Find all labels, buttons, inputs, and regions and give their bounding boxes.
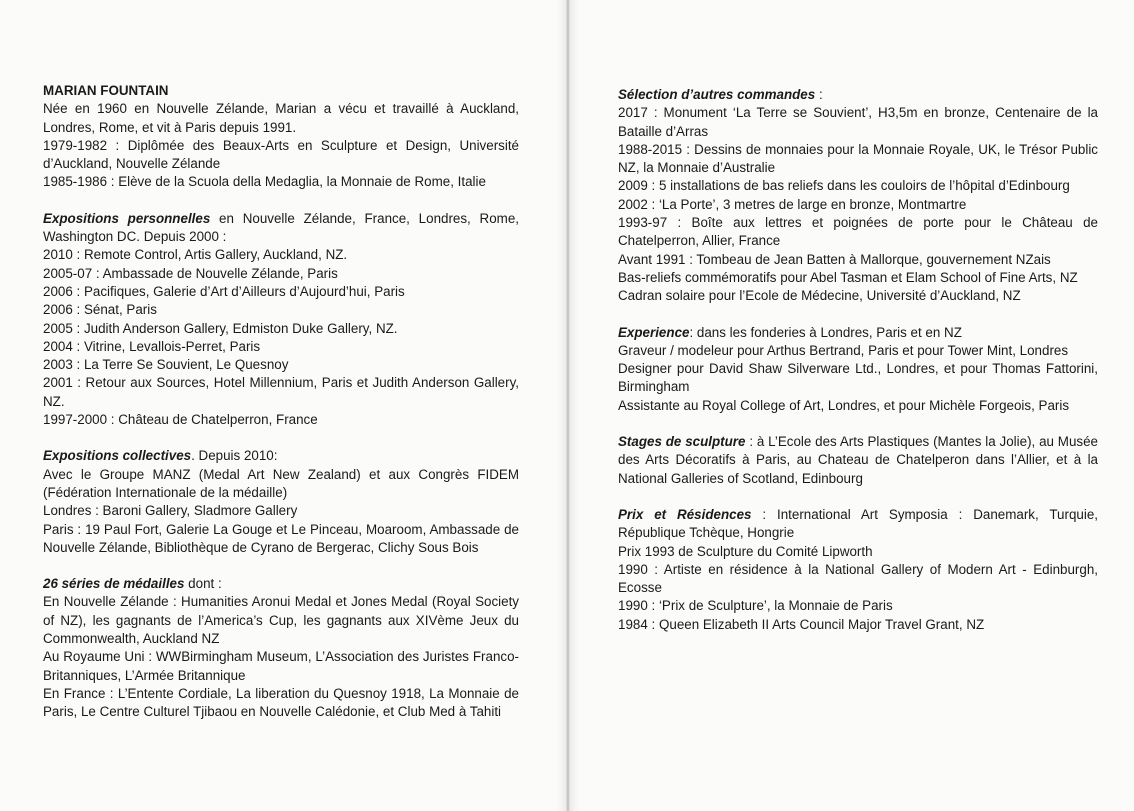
section-intro-text: : International Art Symposia : Danemark, Turquie, République Tchèque, Hongrie <box>618 506 1098 541</box>
section-intro-text: en Nouvelle Zélande, France, Londres, Rome, Washington DC. Depuis 2000 : <box>43 210 519 245</box>
section-heading: Prix et Résidences <box>618 506 752 522</box>
section-intro-text: . Depuis 2010: <box>191 448 278 464</box>
list-item: 2006 : Pacifiques, Galerie d’Art d’Ailleurs d’Aujourd’hui, Paris <box>43 283 405 299</box>
list-item: 2002 : ‘La Porte’, 3 metres de large en bronze, Montmartre <box>618 196 967 212</box>
list-item: 1993-97 : Boîte aux lettres et poignées de porte pour le Château de Chatelperron, Allier, France <box>618 215 1098 249</box>
section-intro-text: : <box>815 87 823 102</box>
section-intro <box>618 86 1098 104</box>
workshops-section <box>618 433 1098 488</box>
list-item: En France : L’Entente Cordiale, La liberation du Quesnoy 1918, La Monnaie de Paris, Le Centre Culturel Tjibaou en Nouvelle Calédonie, et Club Med à Tahiti <box>43 685 519 720</box>
list-item: 1984 : Queen Elizabeth II Arts Council Major Travel Grant, NZ <box>618 616 985 632</box>
right-column <box>618 86 1098 652</box>
list-item: 2003 : La Terre Se Souvient, Le Quesnoy <box>43 357 289 373</box>
list-item: 2017 : Monument ‘La Terre se Souvient’, H3,5m en bronze, Centenaire de la Bataille d’Arras <box>618 105 1098 139</box>
bio-line: 1979-1982 : Diplômée des Beaux-Arts en Sculpture et Design, Université d’Auckland, Nouvelle Zélande <box>43 137 519 172</box>
bio-line: 1985-1986 : Elève de la Scuola della Medaglia, la Monnaie de Rome, Italie <box>43 174 486 190</box>
section-heading: Expositions collectives <box>43 448 192 464</box>
medals-section <box>43 575 519 721</box>
list-item: Graveur / modeleur pour Arthus Bertrand, Paris et pour Tower Mint, Londres <box>618 342 1069 358</box>
section-intro-text: : à L’Ecole des Arts Plastiques (Mantes la Jolie), au Musée des Arts Décoratifs à Paris, au Chateau de Chatelperon dans l’Allier, et à la National Galleries of Scotland, Edinbourg <box>618 434 1098 486</box>
list-item: 2006 : Sénat, Paris <box>43 302 157 318</box>
list-item: Londres : Baroni Gallery, Sladmore Gallery <box>43 503 298 519</box>
list-item: 2005-07 : Ambassade de Nouvelle Zélande, Paris <box>43 265 338 281</box>
list-item: En Nouvelle Zélande : Humanities Aronui Medal et Jones Medal (Royal Society of NZ), les gagnants de l’America’s Cup, les gagnants aux XIVème Jeux du Commonwealth, Auckland NZ <box>43 594 519 647</box>
experience-section <box>618 324 1098 415</box>
page-gutter <box>557 0 579 811</box>
section-intro <box>618 324 1098 342</box>
section-intro <box>43 447 519 465</box>
left-column <box>43 82 519 740</box>
artist-name: MARIAN FOUNTAIN <box>43 83 169 98</box>
group-exhibitions-section <box>43 447 519 557</box>
section-intro-text: dont : <box>184 576 222 592</box>
list-item: Au Royaume Uni : WWBirmingham Museum, L’Association des Juristes Franco-Britanniques, L’Armée Britannique <box>43 649 519 683</box>
list-item: Designer pour David Shaw Silverware Ltd., Londres, et pour Thomas Fattorini, Birmingham <box>618 361 1098 395</box>
section-heading: Sélection d’autres commandes <box>618 87 816 102</box>
list-item: 1990 : Artiste en résidence à la National Gallery of Modern Art - Edinburgh, Ecosse <box>618 561 1098 596</box>
list-item: 2010 : Remote Control, Artis Gallery, Auckland, NZ. <box>43 247 348 263</box>
section-intro-text: : dans les fonderies à Londres, Paris et en NZ <box>689 324 962 340</box>
section-heading: Expositions personnelles <box>43 210 211 226</box>
bio-line: Née en 1960 en Nouvelle Zélande, Marian a vécu et travaillé à Auckland, Londres, Rome, et vit à Paris depuis 1991. <box>43 101 519 135</box>
commissions-section <box>618 86 1098 306</box>
list-item: 2005 : Judith Anderson Gallery, Edmiston Duke Gallery, NZ. <box>43 320 398 336</box>
list-item: 1990 : ‘Prix de Sculpture’, la Monnaie de Paris <box>618 598 893 614</box>
section-heading: 26 séries de médailles <box>43 576 185 592</box>
list-item: Avec le Groupe MANZ (Medal Art New Zealand) et aux Congrès FIDEM (Fédération Internationale de la médaille) <box>43 466 519 500</box>
list-item: Paris : 19 Paul Fort, Galerie La Gouge et Le Pinceau, Moaroom, Ambassade de Nouvelle Zélande, Bibliothèque de Cyrano de Bergerac, Clichy Sous Bois <box>43 521 519 555</box>
list-item: Bas-reliefs commémoratifs pour Abel Tasman et Elam School of Fine Arts, NZ <box>618 269 1078 285</box>
list-item: Prix 1993 de Sculpture du Comité Lipworth <box>618 543 873 559</box>
list-item: Cadran solaire pour l’Ecole de Médecine, Université d’Auckland, NZ <box>618 288 1021 304</box>
list-item: 2009 : 5 installations de bas reliefs dans les couloirs de l’hôpital d’Edinbourg <box>618 178 1070 194</box>
bio-section <box>43 82 519 192</box>
section-heading: Experience <box>618 324 690 340</box>
section-intro <box>43 210 519 247</box>
section-heading: Stages de sculpture <box>618 434 746 450</box>
list-item: Assistante au Royal College of Art, Londres, et pour Michèle Forgeois, Paris <box>618 397 1070 413</box>
list-item: 2004 : Vitrine, Levallois-Perret, Paris <box>43 338 261 354</box>
list-item: Avant 1991 : Tombeau de Jean Batten à Mallorque, gouvernement NZais <box>618 251 1051 267</box>
list-item: 1997-2000 : Château de Chatelperron, France <box>43 412 318 428</box>
list-item: 2001 : Retour aux Sources, Hotel Millennium, Paris et Judith Anderson Gallery, NZ. <box>43 375 519 409</box>
section-intro <box>618 433 1098 488</box>
list-item: 1988-2015 : Dessins de monnaies pour la Monnaie Royale, UK, le Trésor Public NZ, la Monnaie d’Australie <box>618 141 1098 176</box>
section-intro <box>618 506 1098 543</box>
section-intro <box>43 575 519 593</box>
awards-section <box>618 506 1098 634</box>
solo-exhibitions-section <box>43 210 519 430</box>
